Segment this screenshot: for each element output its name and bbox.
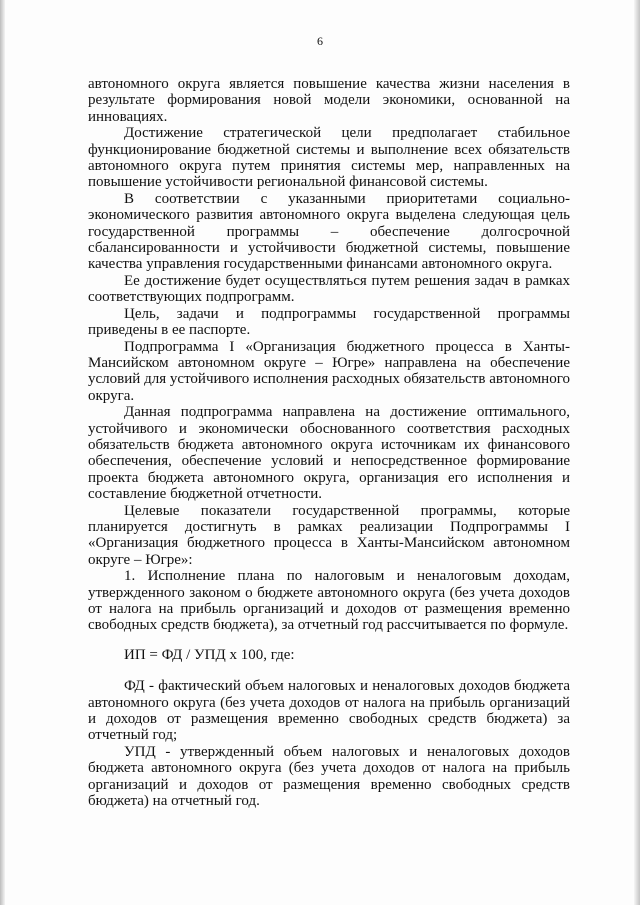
formula: ИП = ФД / УПД x 100, где: [124, 646, 295, 663]
paragraph: Цель, задачи и подпрограммы государственной программы приведены в ее паспорте. [88, 305, 570, 339]
paragraph: автономного округа является повышение качества жизни населения в результате формирования новой модели экономики, основанной на инновациях. [88, 76, 570, 125]
scan-edge-left [0, 0, 5, 905]
paragraph: Подпрограмма I «Организация бюджетного процесса в Ханты-Мансийском автономном округе – Югре» направлена на обеспечение условий для устойчивого исполнения расходных обязательств автономного округа. [88, 338, 570, 404]
paragraph: Достижение стратегической цели предполагает стабильное функционирование бюджетной системы и выполнение всех обязательств автономного округа путем принятия системы мер, направленных на повышение устойчивости региональной финансовой системы. [88, 125, 570, 191]
definition-upd: УПД - утвержденный объем налоговых и неналоговых доходов бюджета автономного округа (без учета доходов от налога на прибыль организаций и доходов от размещения временно свободных средств бюджета) на отчетный год. [88, 743, 570, 810]
paragraph: Целевые показатели государственной программы, которые планируется достигнуть в рамках реализации Подпрограммы I «Организация бюджетного процесса в Ханты-Мансийском автономном округе – Югре»: [88, 502, 570, 568]
paragraph: Данная подпрограмма направлена на достижение оптимального, устойчивого и экономически обоснованного соответствия расходных обязательств бюджета автономного округа источникам их финансового обеспечения, обеспечение условий и непосредственное формирование проекта бюджета автономного округа, организация его исполнения и составление бюджетной отчетности. [88, 404, 570, 503]
page-number: 6 [317, 34, 323, 48]
paragraph: Ее достижение будет осуществляться путем решения задач в рамках соответствующих подпрограмм. [88, 272, 570, 306]
definition-fd: ФД - фактический объем налоговых и неналоговых доходов бюджета автономного округа (без учета доходов от налога на прибыль организаций и доходов от размещения временно свободных средств бюджета) за отчетный год; [88, 678, 570, 744]
paragraph: 1. Исполнение плана по налоговым и неналоговым доходам, утвержденного законом о бюджете автономного округа (без учета доходов от налога на прибыль организаций и доходов от размещения временно свободных средств бюджета), за отчетный год рассчитывается по формуле. [88, 568, 570, 634]
body-text [88, 76, 570, 809]
paragraph: В соответствии с указанными приоритетами социально-экономического развития автономного округа выделена следующая цель государственной программы – обеспечение долгосрочной сбалансированности и устойчивости бюджетной системы, повышение качества управления государственными финансами автономного округа. [88, 190, 570, 273]
scan-edge-right [634, 0, 640, 905]
